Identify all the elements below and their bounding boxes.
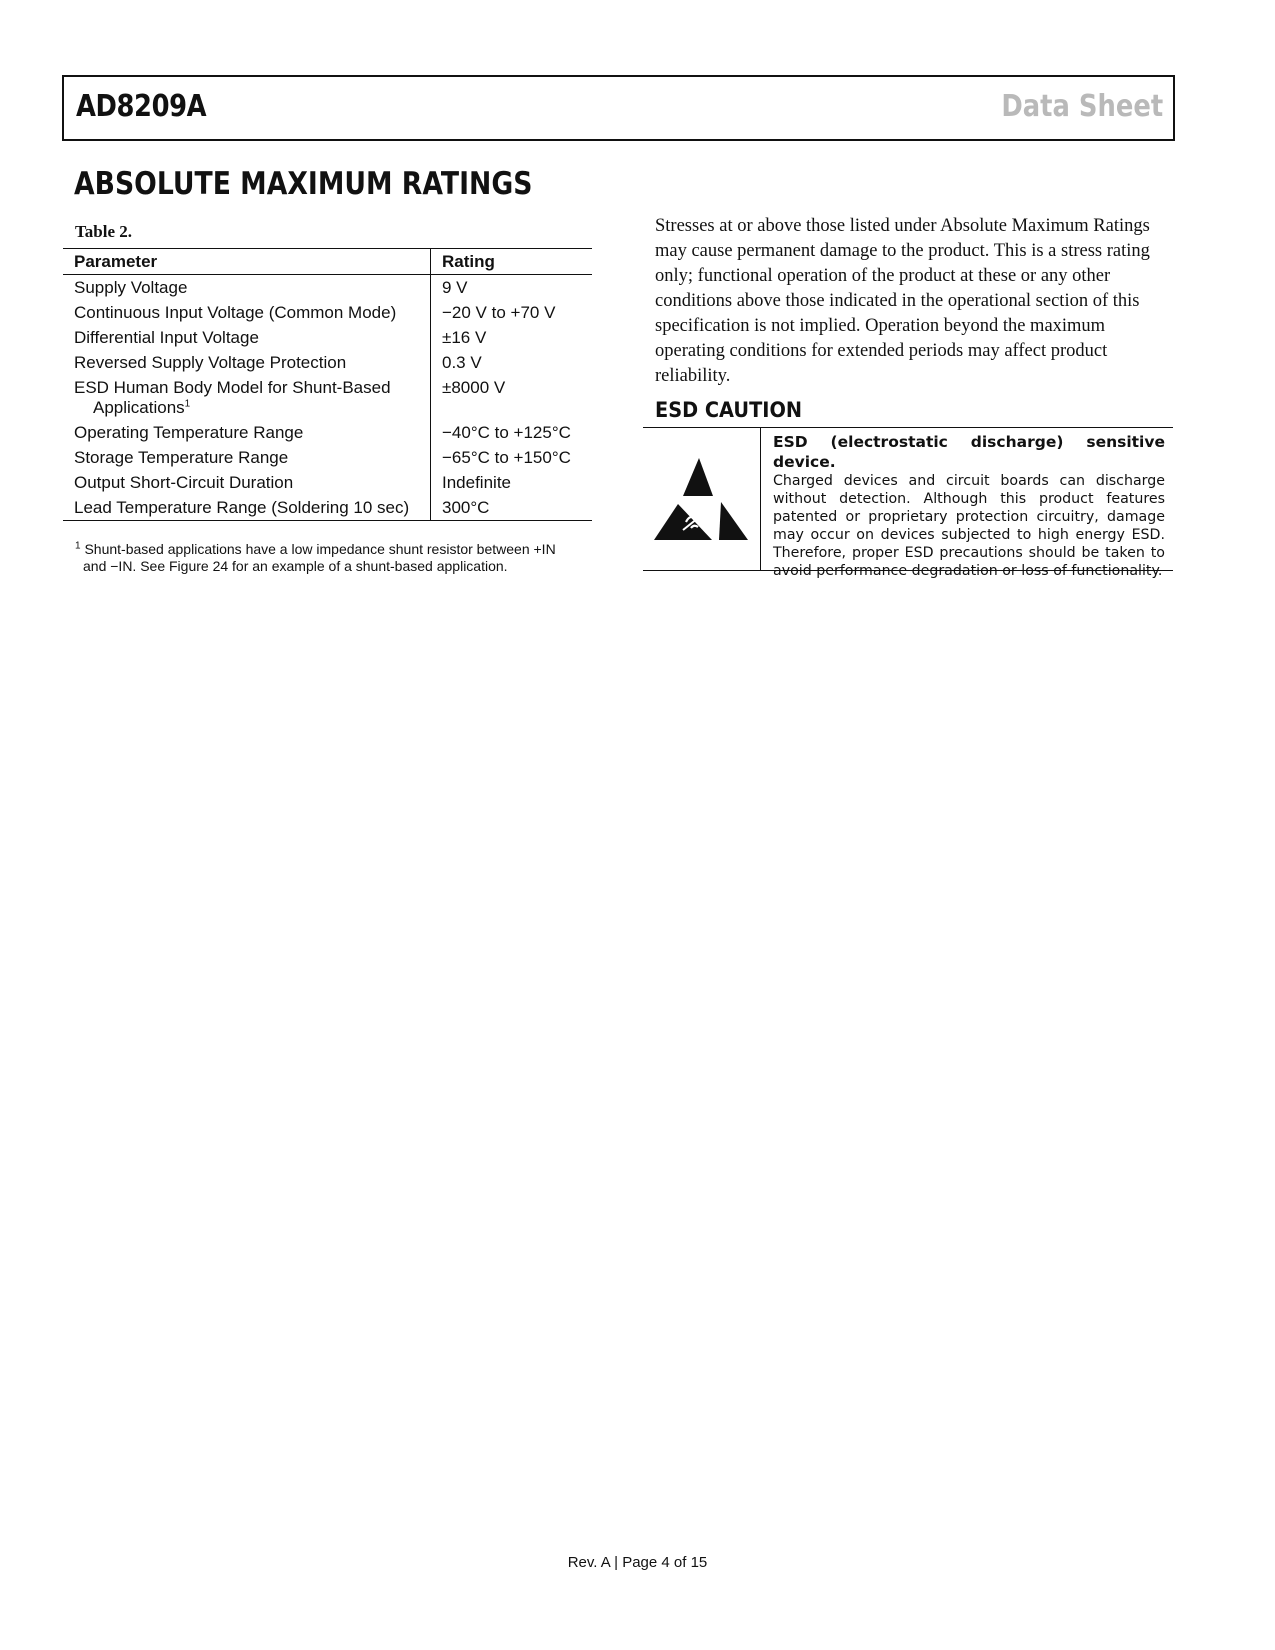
rating-cell: −20 V to +70 V — [442, 303, 556, 322]
section-title: ABSOLUTE MAXIMUM RATINGS — [74, 166, 533, 202]
esd-body: Charged devices and circuit boards can discharge without detection. Although this product features patented or proprietary protection circuitry, damage may occur on devices subjected to high energy ESD. Therefore, proper ESD precautions should be taken to avoid performance degradation or loss of functionality. — [773, 473, 1165, 579]
esd-caution-text — [773, 432, 1165, 580]
table-row — [63, 445, 592, 470]
page-footer: Rev. A | Page 4 of 15 — [567, 1554, 708, 1571]
esd-caution-heading: ESD CAUTION — [655, 398, 803, 422]
rating-cell: 0.3 V — [442, 353, 482, 372]
parameter-cell — [63, 375, 431, 420]
parameter-cell: Storage Temperature Range — [63, 445, 431, 470]
footnote-line-1: Shunt-based applications have a low impedance shunt resistor between +IN — [84, 541, 556, 557]
rating-cell: ±8000 V — [442, 378, 506, 397]
table-row — [63, 495, 592, 521]
table-row — [63, 470, 592, 495]
table-footnote — [75, 541, 595, 575]
stress-paragraph: Stresses at or above those listed under Absolute Maximum Ratings may cause permanent damage to the product. This is a stress rating only; functional operation of the product at these or any other conditions above those indicated in the operational section of this specification is not implied. Operation beyond the maximum operating conditions for extended periods may affect product reliability. — [655, 216, 1150, 386]
table-row — [63, 275, 592, 301]
parameter-cell: Lead Temperature Range (Soldering 10 sec) — [63, 495, 431, 521]
footnote-mark: 1 — [184, 398, 191, 410]
table-caption: Table 2. — [75, 222, 133, 241]
parameter-cell: Operating Temperature Range — [63, 420, 431, 445]
esd-divider — [760, 428, 761, 570]
rating-cell: 9 V — [442, 278, 468, 297]
column-header-rating: Rating — [431, 249, 593, 275]
parameter-cell: Output Short-Circuit Duration — [63, 470, 431, 495]
esd-warning-icon — [653, 454, 749, 549]
parameter-cell: Differential Input Voltage — [63, 325, 431, 350]
table-row — [63, 325, 592, 350]
rating-cell: ±16 V — [442, 328, 487, 347]
parameter-cell: Reversed Supply Voltage Protection — [63, 350, 431, 375]
rating-cell: −65°C to +150°C — [442, 448, 571, 467]
document-type: Data Sheet — [1001, 89, 1163, 124]
rating-cell: −40°C to +125°C — [442, 423, 571, 442]
table-row — [63, 300, 592, 325]
footnote-number: 1 — [75, 540, 81, 552]
esd-caution-box — [643, 427, 1173, 579]
esd-lead: ESD (electrostatic discharge) sensitive device. — [773, 433, 1165, 471]
rating-cell: Indefinite — [442, 473, 511, 492]
parameter-text-continued: Applications — [93, 398, 185, 417]
ratings-table — [63, 248, 592, 521]
table-row — [63, 375, 592, 420]
parameter-cell: Supply Voltage — [63, 275, 431, 301]
footnote-line-2: and −IN. See Figure 24 for an example of a shunt-based application. — [83, 558, 508, 574]
parameter-text: ESD Human Body Model for Shunt-Based — [74, 378, 391, 397]
parameter-cell: Continuous Input Voltage (Common Mode) — [63, 300, 431, 325]
table-header-row — [63, 249, 592, 275]
part-number: AD8209A — [76, 89, 207, 124]
column-header-parameter: Parameter — [63, 249, 431, 275]
rating-cell: 300°C — [431, 495, 593, 521]
page-header — [62, 75, 1175, 141]
table-row — [63, 350, 592, 375]
table-row — [63, 420, 592, 445]
